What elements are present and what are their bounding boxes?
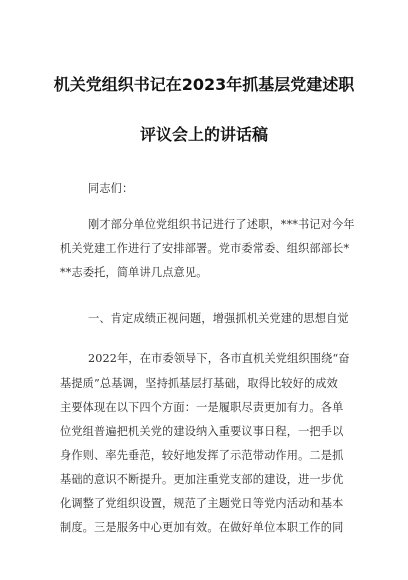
section-1-heading: 一、肯定成绩正视问题，增强抓机关党建的思想自觉 — [88, 312, 349, 325]
paragraph-1-line-1: 刚才部分单位党组织书记进行了述职，***书记对今年 — [88, 218, 355, 231]
paragraph-2-line-4: 位党组普遍把机关党的建设纳入重要议事日程，一把手以 — [60, 425, 344, 438]
paragraph-1-line-3: **志委托，简单讲几点意见。 — [60, 266, 208, 279]
document-title-line-2: 评议会上的讲话稿 — [139, 125, 268, 144]
paragraph-2-line-1: 2022年，在市委领导下，各市直机关党组织围绕“奋 — [88, 352, 350, 365]
paragraph-2-line-5: 身作则、率先垂范，较好地发挥了示范带动作用。二是抓 — [60, 449, 344, 462]
paragraph-2-line-7: 化调整了党组织设置，规范了主题党日等党内活动和基本 — [60, 497, 344, 510]
paragraph-2-line-2: 基提质”总基调，坚持抓基层打基础，取得比较好的成效 — [60, 377, 338, 390]
paragraph-2-line-6: 基础的意识不断提升。更加注重党支部的建设，进一步优 — [60, 473, 344, 486]
document-title-line-1: 机关党组织书记在2023年抓基层党建述职 — [53, 75, 355, 94]
paragraph-1-line-2: 机关党建工作进行了安排部署。党市委常委、组织部部长* — [60, 242, 350, 255]
paragraph-2-line-8: 制度。三是服务中心更加有效。在做好单位本职工作的同 — [60, 521, 344, 534]
paragraph-2-line-3: 主要体现在以下四个方面：一是履职尽责更加有力。各单 — [60, 401, 344, 414]
salutation: 同志们： — [88, 182, 134, 195]
